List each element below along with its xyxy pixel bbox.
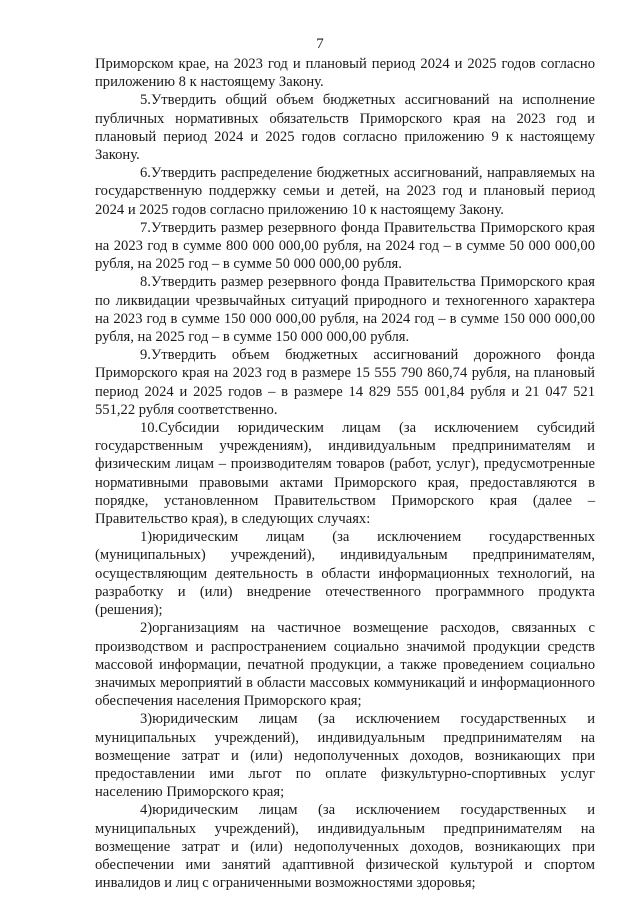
paragraph-continuation: Приморском крае, на 2023 год и плановый период 2024 и 2025 годов согласно приложению 8 к настоящему Закону. <box>95 56 595 91</box>
paragraph-item-10-4: 4)юридическим лицам (за исключением государственных и муниципальных учреждений), индивидуальным предпринимателям на возмещение затрат и (или) недополученных доходов, возникающих при обеспечении ими занятий адаптивной физической культурой и спортом инвалидов и лиц с ограниченными возможностями здоровья; <box>95 802 595 892</box>
paragraph-item-10-1: 1)юридическим лицам (за исключением государственных (муниципальных) учреждений), индивидуальным предпринимателям, осуществляющим деятельность в области информационных технологий, на разработку и (или) внедрение отечественного программного продукта (решения); <box>95 529 595 619</box>
paragraph-item-10: 10.Субсидии юридическим лицам (за исключением субсидий государственным учреждениям), индивидуальным предпринимателям и физическим лицам – производителям товаров (работ, услуг), предусмотренные нормативными правовыми актами Приморского края, предоставляются в порядке, установленном Правительством Приморского края (далее – Правительство края), в следующих случаях: <box>95 420 595 528</box>
paragraph-item-10-2: 2)организациям на частичное возмещение расходов, связанных с производством и распространением социально значимой продукции средств массовой информации, печатной продукции, а также проведением социально значимых мероприятий в области массовых коммуникаций и информационного обеспечения населения Приморского края; <box>95 620 595 710</box>
paragraph-item-8: 8.Утвердить размер резервного фонда Правительства Приморского края по ликвидации чрезвычайных ситуаций природного и техногенного характера на 2023 год в сумме 150 000 000,00 рубля, на 2024 год – в сумме 150 000 000,00 рубля, на 2025 год – в сумме 150 000 000,00 рубля. <box>95 274 595 346</box>
page-number: 7 <box>316 36 324 52</box>
paragraph-item-5: 5.Утвердить общий объем бюджетных ассигнований на исполнение публичных нормативных обязательств Приморского края на 2023 год и плановый период 2024 и 2025 годов согласно приложению 9 к настоящему Закону. <box>95 92 595 164</box>
paragraph-item-7: 7.Утвердить размер резервного фонда Правительства Приморского края на 2023 год в сумме 800 000 000,00 рубля, на 2024 год – в сумме 50 000 000,00 рубля, на 2025 год – в сумме 50 000 000,00 рубля. <box>95 219 595 273</box>
paragraph-item-6: 6.Утвердить распределение бюджетных ассигнований, направляемых на государственную поддержку семьи и детей, на 2023 год и плановый период 2024 и 2025 годов согласно приложению 10 к настоящему Закону. <box>95 165 595 218</box>
document-body <box>95 55 595 892</box>
paragraph-item-9: 9.Утвердить объем бюджетных ассигнований дорожного фонда Приморского края на 2023 год в размере 15 555 790 860,74 рубля, на плановый период 2024 и 2025 годов – в размере 14 829 555 001,84 рубля и 21 047 521 551,22 рубля соответственно. <box>95 347 595 418</box>
paragraph-item-10-3: 3)юридическим лицам (за исключением государственных и муниципальных учреждений), индивидуальным предпринимателям на возмещение затрат и (или) недополученных доходов, возникающих при предоставлении ими льгот по оплате физкультурно-спортивных услуг населению Приморского края; <box>95 711 595 801</box>
